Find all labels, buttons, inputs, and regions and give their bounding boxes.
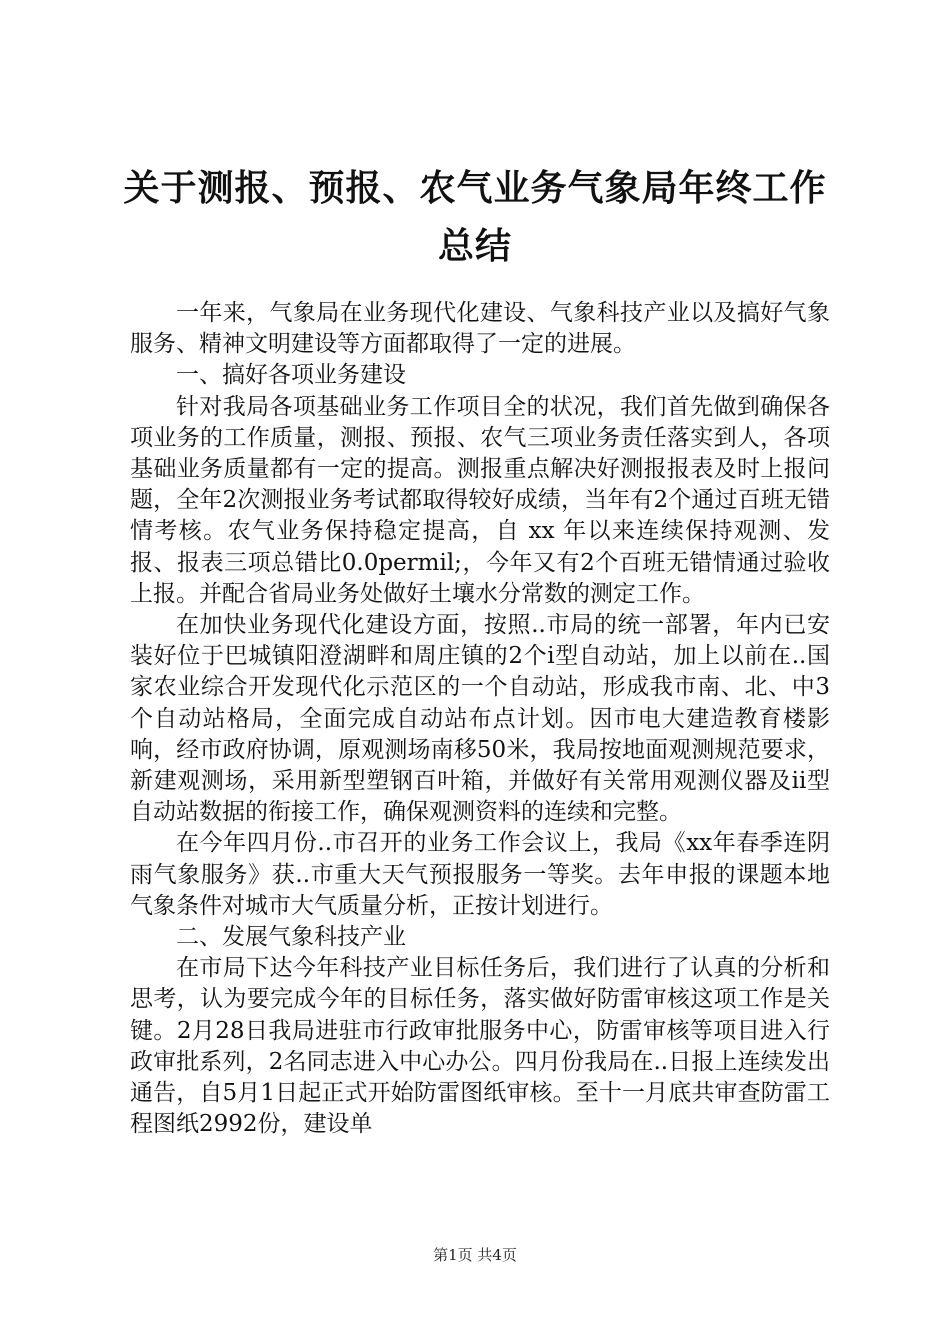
page-footer: 第1页 共4页	[433, 1246, 517, 1264]
document-title: 关于测报、预报、农气业务气象局年终工作总结	[123, 168, 827, 267]
document-body	[130, 298, 830, 1140]
paragraph: 在今年四月份..市召开的业务工作会议上，我局《xx年春季连阴雨气象服务》获..市重大天气预报服务一等奖。去年申报的课题本地气象条件对城市大气质量分析，正按计划进行。	[130, 830, 830, 919]
paragraph: 在加快业务现代化建设方面，按照..市局的统一部署，年内已安装好位于巴城镇阳澄湖畔和周庄镇的2个i型自动站，加上以前在..国家农业综合开发现代化示范区的一个自动站，形成我市南、北、中3个自动站格局，全面完成自动站布点计划。因市电大建造教育楼影响，经市政府协调，原观测场南移50米，我局按地面观测规范要求，新建观测场，采用新型塑钢百叶箱，并做好有关常用观测仪器及ii型自动站数据的衔接工作，确保观测资料的连续和完整。	[130, 612, 830, 826]
paragraph: 在市局下达今年科技产业目标任务后，我们进行了认真的分析和思考，认为要完成今年的目标任务，落实做好防雷审核这项工作是关键。2月28日我局进驻市行政审批服务中心，防雷审核等项目进入行政审批系列，2名同志进入中心办公。四月份我局在..日报上连续发出通告，自5月1日起正式开始防雷图纸审核。至十一月底共审查防雷工程图纸2992份，建设单	[130, 955, 830, 1138]
section-heading: 一、搞好各项业务建设	[176, 362, 406, 389]
paragraph: 一年来，气象局在业务现代化建设、气象科技产业以及搞好气象服务、精神文明建设等方面都取得了一定的进展。	[130, 300, 830, 358]
section-heading: 二、发展气象科技产业	[176, 924, 406, 951]
paragraph: 针对我局各项基础业务工作项目全的状况，我们首先做到确保各项业务的工作质量，测报、预报、农气三项业务责任落实到人，各项基础业务质量都有一定的提高。测报重点解决好测报报表及时上报问题，全年2次测报业务考试都取得较好成绩，当年有2个通过百班无错情考核。农气业务保持稳定提高，自 xx 年以来连续保持观测、发报、报表三项总错比0.0permil;，今年又有2个百班无错情通过验收上报。并配合省局业务处做好土壤水分常数的测定工作。	[130, 393, 830, 607]
